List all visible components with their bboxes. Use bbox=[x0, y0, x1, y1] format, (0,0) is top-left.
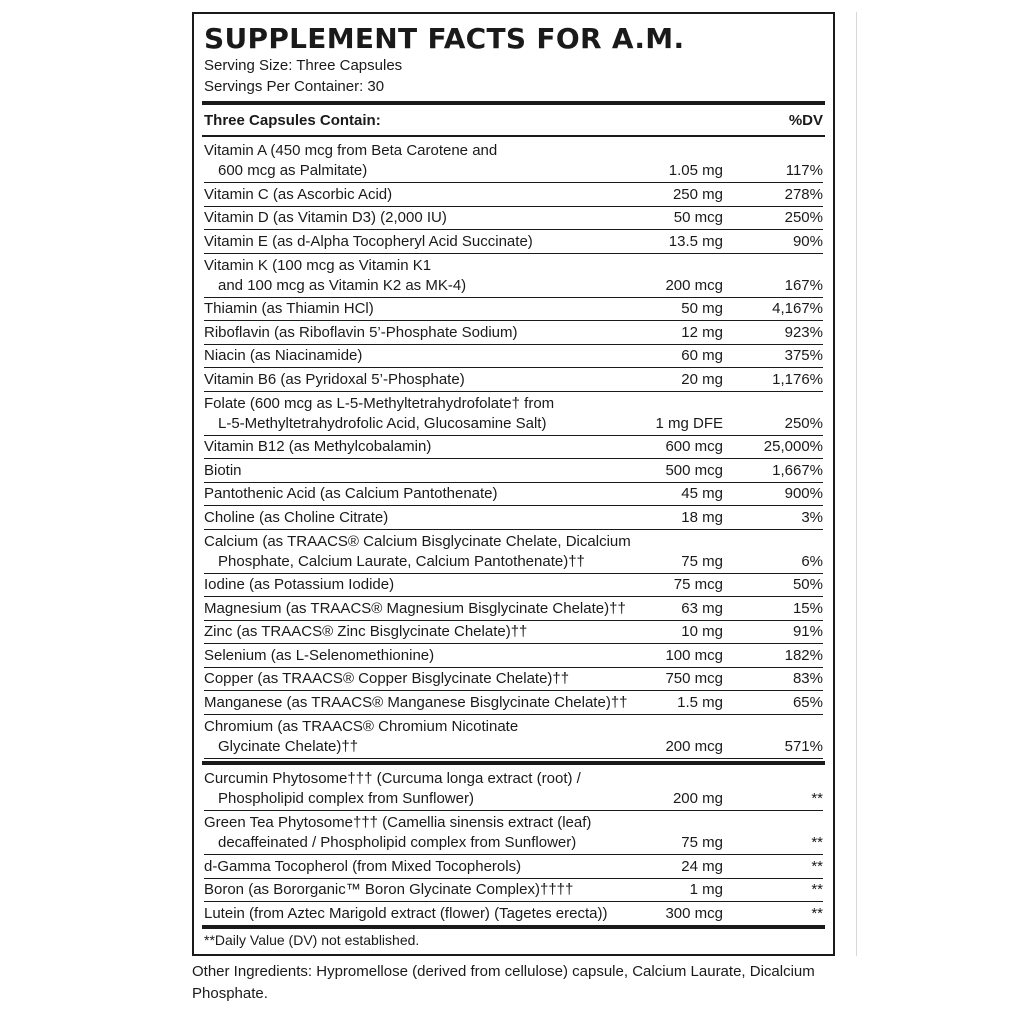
ingredient-amount: 75 mg bbox=[681, 834, 723, 851]
ingredient-dv: 250% bbox=[784, 414, 823, 432]
ingredient-name-line: Curcumin Phytosome††† (Curcuma longa extract (root) / bbox=[204, 770, 581, 787]
ingredient-name-line: Boron (as Bororganic™ Boron Glycinate Complex)†††† bbox=[204, 881, 574, 898]
ingredient-amount: 50 mcg bbox=[673, 209, 723, 226]
table-row bbox=[204, 620, 823, 645]
ingredient-dv: 250% bbox=[784, 209, 823, 226]
ingredient-dv: 167% bbox=[784, 276, 823, 294]
ingredient-name-line: and 100 mcg as Vitamin K2 as MK-4) bbox=[218, 276, 467, 294]
footnote: **Daily Value (DV) not established. bbox=[204, 932, 420, 948]
table-row bbox=[204, 854, 823, 879]
ingredient-dv: 6% bbox=[801, 552, 823, 570]
ingredient-amount: 300 mcg bbox=[665, 904, 723, 922]
ingredient-dv: 900% bbox=[784, 485, 823, 502]
ingredient-name-line: Biotin bbox=[204, 461, 242, 479]
ingredient-amount: 1.5 mg bbox=[677, 693, 723, 711]
ingredient-name-line: L-5-Methyltetrahydrofolic Acid, Glucosamine Salt) bbox=[218, 414, 547, 432]
ingredient-name-line: Vitamin D (as Vitamin D3) (2,000 IU) bbox=[204, 209, 447, 226]
ingredient-amount: 13.5 mg bbox=[668, 232, 723, 250]
ingredient-name-line: Lutein (from Aztec Marigold extract (flower) (Tagetes erecta)) bbox=[204, 904, 608, 922]
ingredient-name-line: Phosphate, Calcium Laurate, Calcium Pantothenate)†† bbox=[218, 552, 585, 570]
ingredient-amount: 18 mg bbox=[681, 508, 723, 526]
table-row bbox=[204, 690, 823, 715]
ingredient-dv: 1,667% bbox=[772, 461, 823, 479]
ingredient-name bbox=[204, 904, 664, 924]
column-header bbox=[204, 112, 823, 132]
ingredient-name bbox=[204, 141, 664, 181]
serving-size: Serving Size: Three Capsules bbox=[204, 57, 403, 74]
ingredient-amount: 75 mcg bbox=[673, 576, 723, 593]
ingredient-amount: 100 mcg bbox=[665, 646, 723, 664]
thick-rule-top bbox=[202, 101, 825, 105]
ingredient-name-line: Zinc (as TRAACS® Zinc Bisglycinate Chelate)†† bbox=[204, 623, 528, 640]
ingredient-dv: 182% bbox=[784, 646, 823, 664]
table-row bbox=[204, 206, 823, 231]
table-row bbox=[204, 138, 823, 183]
ingredient-dv: ** bbox=[811, 790, 823, 807]
ingredient-name-line: Thiamin (as Thiamin HCl) bbox=[204, 300, 374, 317]
edge-line bbox=[856, 12, 857, 956]
ingredient-amount: 200 mcg bbox=[665, 276, 723, 294]
ingredient-amount: 200 mg bbox=[672, 790, 723, 807]
thick-rule-middle bbox=[202, 761, 825, 765]
ingredient-amount: 12 mg bbox=[681, 323, 723, 341]
ingredient-name-line: Riboflavin (as Riboflavin 5’-Phosphate Sodium) bbox=[204, 323, 518, 341]
ingredient-name bbox=[204, 323, 664, 343]
ingredient-name-line: Vitamin E (as d-Alpha Tocopheryl Acid Succinate) bbox=[204, 232, 533, 250]
table-row bbox=[204, 573, 823, 598]
table-row bbox=[204, 482, 823, 507]
ingredient-name bbox=[204, 669, 664, 689]
table-row bbox=[204, 714, 823, 759]
ingredient-name bbox=[204, 646, 664, 666]
ingredient-name bbox=[204, 299, 664, 319]
ingredient-amount: 1.05 mg bbox=[668, 162, 723, 179]
ingredient-amount: 1 mg bbox=[689, 881, 723, 898]
ingredient-name bbox=[204, 599, 664, 619]
table-row bbox=[204, 878, 823, 903]
ingredient-dv: 83% bbox=[792, 670, 823, 687]
ingredient-dv: 278% bbox=[784, 185, 823, 203]
ingredient-name-line: Pantothenic Acid (as Calcium Pantothenate) bbox=[204, 485, 498, 502]
ingredient-name bbox=[204, 484, 664, 504]
table-row bbox=[204, 901, 823, 926]
ingredient-name bbox=[204, 256, 664, 296]
table-row bbox=[204, 344, 823, 369]
table-row bbox=[204, 529, 823, 574]
ingredient-name bbox=[204, 857, 664, 877]
ingredient-dv: 375% bbox=[784, 347, 823, 364]
ingredient-amount: 250 mg bbox=[672, 185, 723, 203]
table-row bbox=[204, 643, 823, 668]
table-row bbox=[204, 667, 823, 692]
ingredient-dv: ** bbox=[811, 904, 823, 922]
ingredient-name-line: Manganese (as TRAACS® Manganese Bisglycinate Chelate)†† bbox=[204, 693, 628, 711]
ingredient-name-line: Glycinate Chelate)†† bbox=[218, 737, 359, 755]
ingredient-name bbox=[204, 185, 664, 205]
ingredient-dv: 4,167% bbox=[772, 300, 823, 317]
table-row bbox=[204, 229, 823, 254]
table-row bbox=[204, 367, 823, 392]
panel-title: SUPPLEMENT FACTS FOR A.M. bbox=[204, 22, 685, 55]
ingredient-name bbox=[204, 370, 664, 390]
ingredient-name bbox=[204, 346, 664, 366]
header-rule bbox=[202, 135, 825, 137]
ingredient-amount: 63 mg bbox=[681, 599, 723, 617]
ingredient-name bbox=[204, 461, 664, 481]
ingredient-amount: 24 mg bbox=[681, 857, 723, 875]
ingredient-dv: 65% bbox=[792, 693, 823, 711]
ingredient-name bbox=[204, 437, 664, 457]
ingredient-amount: 200 mcg bbox=[665, 737, 723, 755]
ingredient-amount: 1 mg DFE bbox=[655, 414, 723, 432]
table-row bbox=[204, 391, 823, 436]
ingredient-dv: 1,176% bbox=[772, 370, 823, 388]
ingredient-name-line: Folate (600 mcg as L-5-Methyltetrahydrofolate† from bbox=[204, 394, 555, 412]
ingredient-name bbox=[204, 208, 664, 228]
ingredient-name-line: Selenium (as L-Selenomethionine) bbox=[204, 646, 435, 664]
ingredient-name-line: d-Gamma Tocopherol (from Mixed Tocopherols) bbox=[204, 857, 522, 875]
ingredient-name bbox=[204, 622, 664, 642]
table-row bbox=[204, 810, 823, 855]
ingredient-name bbox=[204, 575, 664, 595]
ingredient-dv: 25,000% bbox=[763, 438, 823, 455]
table-row bbox=[204, 596, 823, 621]
ingredient-name-line: decaffeinated / Phospholipid complex from Sunflower) bbox=[218, 834, 577, 851]
ingredient-name bbox=[204, 693, 664, 713]
ingredient-name bbox=[204, 813, 664, 853]
table-row bbox=[204, 458, 823, 483]
ingredient-amount: 750 mcg bbox=[665, 670, 723, 687]
ingredient-dv: 923% bbox=[784, 323, 823, 341]
ingredient-name-line: Iodine (as Potassium Iodide) bbox=[204, 576, 395, 593]
ingredient-amount: 600 mcg bbox=[665, 438, 723, 455]
ingredient-name-line: Vitamin A (450 mcg from Beta Carotene and bbox=[204, 142, 498, 159]
ingredient-dv: ** bbox=[811, 857, 823, 875]
ingredient-amount: 75 mg bbox=[681, 552, 723, 570]
table-row bbox=[204, 182, 823, 207]
ingredient-amount: 20 mg bbox=[681, 370, 723, 388]
ingredient-dv: 91% bbox=[792, 623, 823, 640]
ingredient-amount: 60 mg bbox=[681, 347, 723, 364]
ingredient-dv: ** bbox=[811, 881, 823, 898]
ingredient-name-line: Copper (as TRAACS® Copper Bisglycinate Chelate)†† bbox=[204, 670, 570, 687]
ingredient-amount: 500 mcg bbox=[665, 461, 723, 479]
dv-header: %DV bbox=[788, 112, 823, 129]
ingredient-name-line: Magnesium (as TRAACS® Magnesium Bisglycinate Chelate)†† bbox=[204, 599, 626, 617]
table-row bbox=[204, 253, 823, 298]
ingredient-name bbox=[204, 769, 664, 809]
ingredient-dv: 3% bbox=[801, 508, 823, 526]
ingredient-dv: 90% bbox=[792, 232, 823, 250]
supplement-facts-panel bbox=[192, 12, 835, 956]
ingredient-name bbox=[204, 232, 664, 252]
table-row bbox=[204, 297, 823, 322]
ingredient-amount: 45 mg bbox=[681, 485, 723, 502]
table-row bbox=[204, 766, 823, 811]
table-row bbox=[204, 320, 823, 345]
ingredient-name-line: Vitamin B12 (as Methylcobalamin) bbox=[204, 438, 432, 455]
ingredient-name bbox=[204, 880, 664, 900]
ingredient-name bbox=[204, 532, 664, 572]
ingredient-amount: 50 mg bbox=[681, 300, 723, 317]
ingredient-name bbox=[204, 394, 664, 434]
ingredient-dv: 50% bbox=[792, 576, 823, 593]
servings-per-container: Servings Per Container: 30 bbox=[204, 78, 385, 95]
thick-rule-bottom bbox=[202, 925, 825, 929]
table-row bbox=[204, 435, 823, 460]
table-row bbox=[204, 505, 823, 530]
ingredient-dv: 117% bbox=[785, 162, 823, 179]
ingredient-name bbox=[204, 508, 664, 528]
ingredient-name-line: Vitamin B6 (as Pyridoxal 5’-Phosphate) bbox=[204, 370, 465, 388]
contain-label: Three Capsules Contain: bbox=[204, 112, 381, 129]
ingredient-amount: 10 mg bbox=[681, 623, 723, 640]
ingredient-name-line: Phospholipid complex from Sunflower) bbox=[218, 790, 474, 807]
ingredient-name-line: Calcium (as TRAACS® Calcium Bisglycinate Chelate, Dicalcium bbox=[204, 532, 631, 550]
other-ingredients: Other Ingredients: Hypromellose (derived from cellulose) capsule, Calcium Laurate, Dicalcium Phosphate. bbox=[192, 963, 815, 1002]
ingredient-dv: ** bbox=[811, 834, 823, 851]
ingredient-dv: 15% bbox=[792, 599, 823, 617]
ingredient-name bbox=[204, 717, 664, 757]
ingredient-name-line: Green Tea Phytosome††† (Camellia sinensis extract (leaf) bbox=[204, 814, 592, 831]
ingredient-name-line: Chromium (as TRAACS® Chromium Nicotinate bbox=[204, 717, 519, 735]
ingredient-name-line: 600 mcg as Palmitate) bbox=[218, 162, 368, 179]
ingredient-name-line: Niacin (as Niacinamide) bbox=[204, 347, 363, 364]
ingredient-name-line: Vitamin K (100 mcg as Vitamin K1 bbox=[204, 256, 432, 274]
ingredient-name-line: Vitamin C (as Ascorbic Acid) bbox=[204, 185, 393, 203]
ingredient-name-line: Choline (as Choline Citrate) bbox=[204, 508, 389, 526]
ingredient-dv: 571% bbox=[784, 737, 823, 755]
